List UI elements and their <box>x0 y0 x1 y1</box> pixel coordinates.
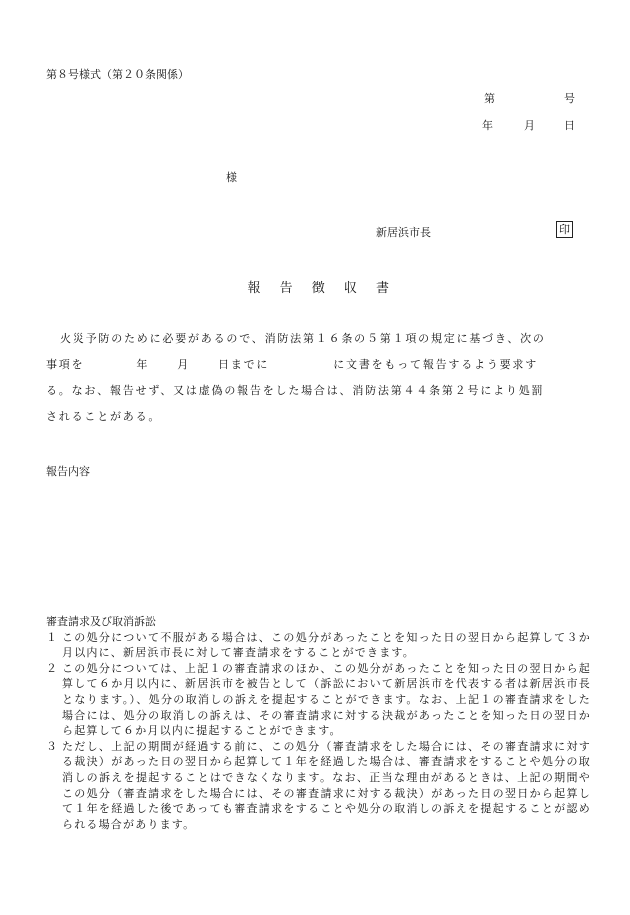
number-prefix: 第 <box>484 92 495 105</box>
document-title <box>240 277 397 296</box>
appeal-item <box>46 630 591 661</box>
appeal-item-text: この処分について不服がある場合は、この処分があったことを知った日の翌日から起算して３か月以内に、新居浜市長に対して審査請求をすることができます。 <box>62 630 591 660</box>
title-char: 徴 <box>311 281 325 296</box>
appeal-item-text: この処分については、上記１の審査請求のほか、この処分があったことを知った日の翌日から起算して６か月以内に、新居浜市を被告として（訴訟において新居浜市を代表する者は新居浜市長となります。）、処分の取消しの訴えを提起することができます。なお、上記１の審査請求をした場合には、処分の取消しの訴えは、その審査請求に対する決裁があったことを知った日の翌日から起算して６か月以内に提起することができます。 <box>62 661 591 738</box>
appeal-heading: 審査請求及び取消訴訟 <box>46 615 156 628</box>
report-content-label: 報告内容 <box>46 465 90 478</box>
date-month: 月 <box>524 119 535 132</box>
body-text: 事項を <box>46 358 85 371</box>
title-char: 報 <box>247 281 261 296</box>
body-line: る。なお、報告せず、又は虚偽の報告をした場合は、消防法第４４条第２号により処罰 <box>46 384 545 397</box>
seal-mark: 印 <box>556 221 573 238</box>
recipient-suffix: 様 <box>226 171 237 184</box>
date-year: 年 <box>482 119 493 132</box>
body-text: に文書をもって報告するよう要求す <box>333 358 539 371</box>
body-day: 日までに <box>218 358 270 371</box>
body-line <box>46 352 591 378</box>
title-char: 告 <box>279 281 293 296</box>
appeal-item-number: １ <box>46 630 57 644</box>
issuer-name: 新居浜市長 <box>376 226 431 239</box>
date-day: 日 <box>564 119 575 132</box>
appeal-item-number: ２ <box>46 661 57 675</box>
appeal-notice <box>46 614 591 832</box>
body-year: 年 <box>136 358 150 371</box>
body-line: されることがある。 <box>46 410 162 423</box>
title-char: 書 <box>376 281 390 296</box>
body-month: 月 <box>177 358 191 371</box>
appeal-item-text: ただし、上記の期間が経過する前に、この処分（審査請求をした場合には、その審査請求に対する裁決）があった日の翌日から起算して１年を経過した場合は、審査請求をすることや処分の取消しの訴えを提起することはできなくなります。なお、正当な理由があるときは、上記の期間やこの処分（審査請求をした場合には、その審査請求に対する裁決）があった日の翌日から起算して１年を経過した後であっても審査請求をすることや処分の取消しの訴えを提起することが認められる場合があります。 <box>62 739 591 831</box>
appeal-item <box>46 661 591 739</box>
appeal-item-number: ３ <box>46 739 57 753</box>
title-char: 収 <box>343 281 357 296</box>
number-suffix: 号 <box>564 92 575 105</box>
appeal-item <box>46 739 591 833</box>
body-paragraph <box>46 326 591 430</box>
body-line: 火災予防のために必要があるので、消防法第１６条の５第１項の規定に基づき、次の <box>60 332 546 345</box>
form-number: 第８号様式（第２０条関係） <box>46 68 189 81</box>
